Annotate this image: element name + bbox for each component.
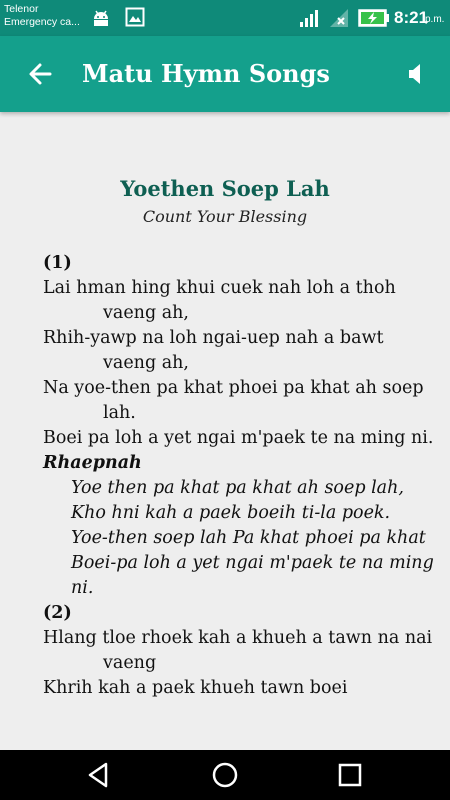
image-icon <box>125 7 145 27</box>
lyric-line: Rhih-yawp na loh ngai-uep nah a bawt vaeng ah, <box>43 328 384 373</box>
battery-charging-icon <box>358 9 390 27</box>
square-recents-icon[interactable] <box>335 760 365 790</box>
verse-label: (2) <box>43 603 72 623</box>
chorus <box>43 476 438 601</box>
lyrics <box>43 251 438 701</box>
circle-home-icon[interactable] <box>210 760 240 790</box>
carrier-name: Telenor <box>4 3 39 15</box>
song-title: Yoethen Soep Lah <box>120 176 330 201</box>
chorus-line: Yoe-then soep lah Pa khat phoei pa khat <box>71 528 426 548</box>
status-bar <box>0 0 450 36</box>
lyric-line: Hlang tloe rhoek kah a khueh a tawn na nai vaeng <box>43 628 433 673</box>
lyric-line: Na yoe-then pa khat phoei pa khat ah soep lah. <box>43 378 424 423</box>
verse-label: (1) <box>43 253 72 273</box>
navigation-bar <box>0 750 450 800</box>
lyric-line: Boei pa loh a yet ngai m'paek te na ming ni. <box>43 428 434 448</box>
carrier-info <box>4 3 80 29</box>
lyric-line: Khrih kah a paek khueh tawn boei <box>43 678 348 698</box>
song-content[interactable] <box>0 112 450 750</box>
chorus-line: Boei-pa loh a yet ngai m'paek te na ming ni. <box>71 553 434 598</box>
android-debug-icon <box>90 7 112 29</box>
chorus-line: Yoe then pa khat pa khat ah soep lah, <box>71 478 404 498</box>
chorus-line: Kho hni kah a paek boeih ti-la poek. <box>71 503 391 523</box>
clock-time: 8:21 <box>394 8 429 27</box>
signal-no-service-icon <box>328 7 350 29</box>
signal-icon <box>298 7 322 29</box>
app-title: Matu Hymn Songs <box>82 59 330 88</box>
emergency-text: Emergency ca... <box>4 16 80 28</box>
app-bar <box>0 36 450 112</box>
volume-icon[interactable] <box>400 58 432 90</box>
lyric-line: Lai hman hing khui cuek nah loh a thoh vaeng ah, <box>43 278 396 323</box>
triangle-back-icon[interactable] <box>84 760 114 790</box>
clock-ampm: p.m. <box>425 14 445 25</box>
chorus-label: Rhaepnah <box>43 453 142 473</box>
arrow-left-icon[interactable] <box>24 58 56 90</box>
song-subtitle: Count Your Blessing <box>142 207 308 226</box>
